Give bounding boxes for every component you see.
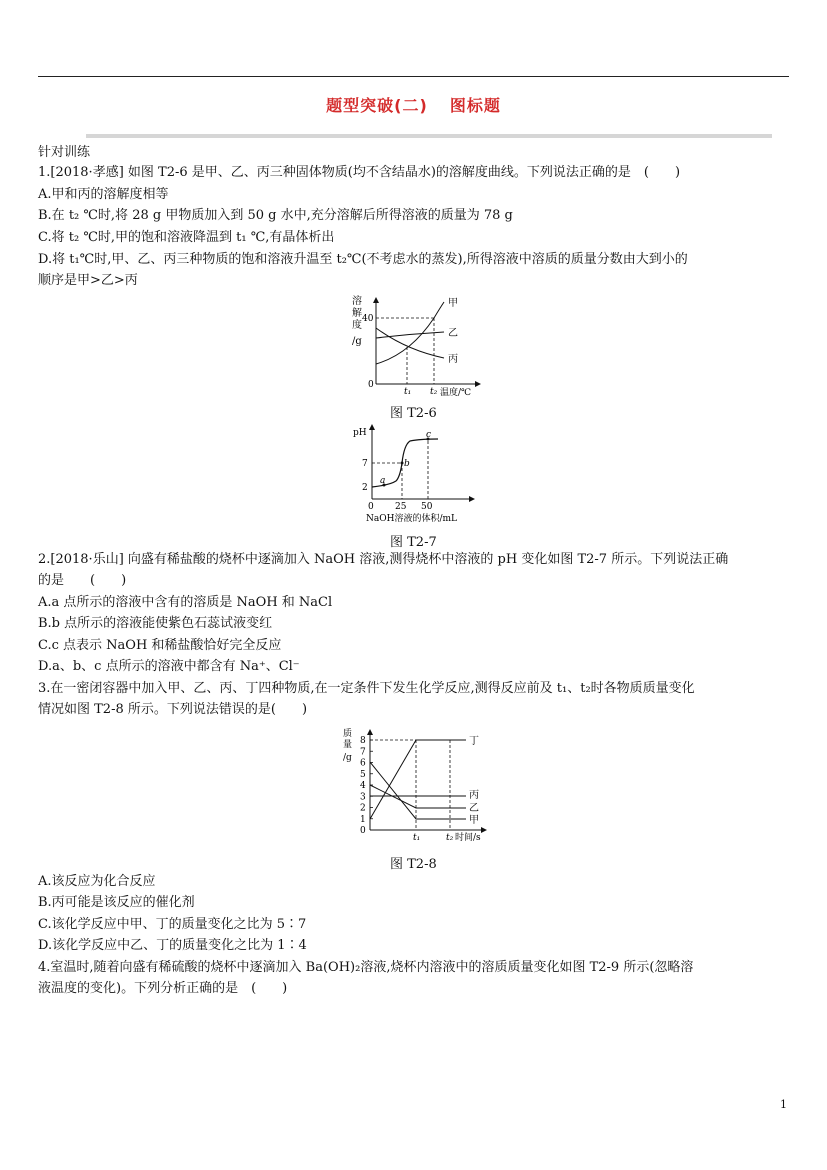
tick-t1: t₁ <box>413 833 421 843</box>
ylabel-4: /g <box>352 336 362 347</box>
ylabel-ph: pH <box>353 428 367 438</box>
q1-option-a: A.甲和丙的溶解度相等 <box>38 187 169 202</box>
label-ding: 丁 <box>469 736 479 747</box>
tick-40: 40 <box>362 314 374 324</box>
label-b: b <box>404 459 410 469</box>
q2-option-c: C.c 点表示 NaOH 和稀盐酸恰好完全反应 <box>38 638 282 653</box>
tick-50: 50 <box>421 502 433 512</box>
tick-t2: t₂ <box>430 387 438 397</box>
q2-option-b: B.b 点所示的溶液能使紫色石蕊试液变红 <box>38 616 273 631</box>
q2-stem-cont: 的是 ( ) <box>38 573 127 588</box>
ylabel-1: 质 <box>343 729 353 739</box>
ylabel-2: 量 <box>343 740 353 750</box>
title-underline-bar <box>86 134 772 138</box>
tick-25: 25 <box>395 502 407 512</box>
q3-option-b: B.丙可能是该反应的催化剂 <box>38 895 195 910</box>
q4-stem: 4.室温时,随着向盛有稀硫酸的烧杯中逐滴加入 Ba(OH)₂溶液,烧杯内溶液中的溶质质量变化如图 T2-9 所示(忽略溶 <box>38 960 694 975</box>
caption-t2-6: 图 T2-6 <box>390 406 437 421</box>
figure-t2-7 <box>350 421 480 529</box>
y-tick-label: 4 <box>360 781 366 791</box>
label-a: a <box>380 476 386 486</box>
q4-stem-cont: 液温度的变化)。下列分析正确的是 ( ) <box>38 981 288 996</box>
q2-option-d: D.a、b、c 点所示的溶液中都含有 Na⁺、Cl⁻ <box>38 659 300 674</box>
y-tick-label: 0 <box>360 826 366 836</box>
ylabel-1: 溶 <box>352 296 362 307</box>
q1-option-b: B.在 t₂ ℃时,将 28 g 甲物质加入到 50 g 水中,充分溶解后所得溶液的质量为 78 g <box>38 208 513 223</box>
label-bing: 丙 <box>448 354 458 365</box>
ylabel-2: 解 <box>352 308 362 319</box>
tick-7: 7 <box>362 459 368 469</box>
top-rule <box>38 76 789 77</box>
section-heading: 针对训练 <box>38 145 91 160</box>
tick-t1: t₁ <box>404 387 412 397</box>
q3-stem-cont: 情况如图 T2-8 所示。下列说法错误的是( ) <box>38 702 308 717</box>
ylabel-3: /g <box>343 753 352 763</box>
q3-option-a: A.该反应为化合反应 <box>38 874 156 889</box>
xlabel: 温度/℃ <box>440 388 472 398</box>
y-tick-label: 3 <box>360 792 366 803</box>
caption-t2-8: 图 T2-8 <box>390 857 437 872</box>
xlabel: NaOH溶液的体积/mL <box>366 514 458 524</box>
page-title: 题型突破(二) 图标题 <box>326 96 501 115</box>
y-tick-label: 8 <box>360 736 366 746</box>
q1-option-c: C.将 t₂ ℃时,甲的饱和溶液降温到 t₁ ℃,有晶体析出 <box>38 230 335 245</box>
y-tick-label: 2 <box>360 803 366 814</box>
caption-t2-7: 图 T2-7 <box>390 535 437 550</box>
origin: 0 <box>368 380 374 390</box>
ylabel-3: 度 <box>352 320 362 331</box>
page-number: 1 <box>780 1098 787 1111</box>
y-tick-label: 6 <box>360 758 366 769</box>
label-yi: 乙 <box>448 328 458 339</box>
q3-stem: 3.在一密闭容器中加入甲、乙、丙、丁四种物质,在一定条件下发生化学反应,测得反应前及 t₁、t₂时各物质质量变化 <box>38 681 695 696</box>
q1-stem: 1.[2018·孝感] 如图 T2-6 是甲、乙、丙三种固体物质(均不含结晶水)的溶解度曲线。下列说法正确的是 ( ) <box>38 165 681 180</box>
label-jia: 甲 <box>448 298 458 309</box>
q2-option-a: A.a 点所示的溶液中含有的溶质是 NaOH 和 NaCl <box>38 595 333 610</box>
label-jia: 甲 <box>469 815 479 826</box>
q3-option-c: C.该化学反应中甲、丁的质量变化之比为 5∶7 <box>38 917 307 932</box>
tick-t2: t₂ <box>446 833 454 843</box>
q3-option-d: D.该化学反应中乙、丁的质量变化之比为 1∶4 <box>38 938 307 953</box>
xlabel: 时间/s <box>455 833 481 843</box>
tick-2: 2 <box>362 483 368 493</box>
label-bing: 丙 <box>469 790 479 801</box>
q2-stem: 2.[2018·乐山] 向盛有稀盐酸的烧杯中逐滴加入 NaOH 溶液,测得烧杯中溶液的 pH 变化如图 T2-7 所示。下列说法正确 <box>38 552 729 567</box>
figure-t2-8 <box>338 724 498 846</box>
y-tick-label: 5 <box>360 769 366 780</box>
y-tick-label: 7 <box>360 747 366 758</box>
figure-t2-6 <box>340 292 490 402</box>
q1-option-d-cont: 顺序是甲>乙>丙 <box>38 273 138 288</box>
line-jia <box>370 762 466 819</box>
y-tick-label: 1 <box>360 814 366 825</box>
label-c: c <box>426 430 432 440</box>
q1-option-d: D.将 t₁℃时,甲、乙、丙三种物质的饱和溶液升温至 t₂℃(不考虑水的蒸发),所得溶液中溶质的质量分数由大到小的 <box>38 252 688 267</box>
label-yi: 乙 <box>469 803 479 814</box>
origin: 0 <box>368 502 374 512</box>
